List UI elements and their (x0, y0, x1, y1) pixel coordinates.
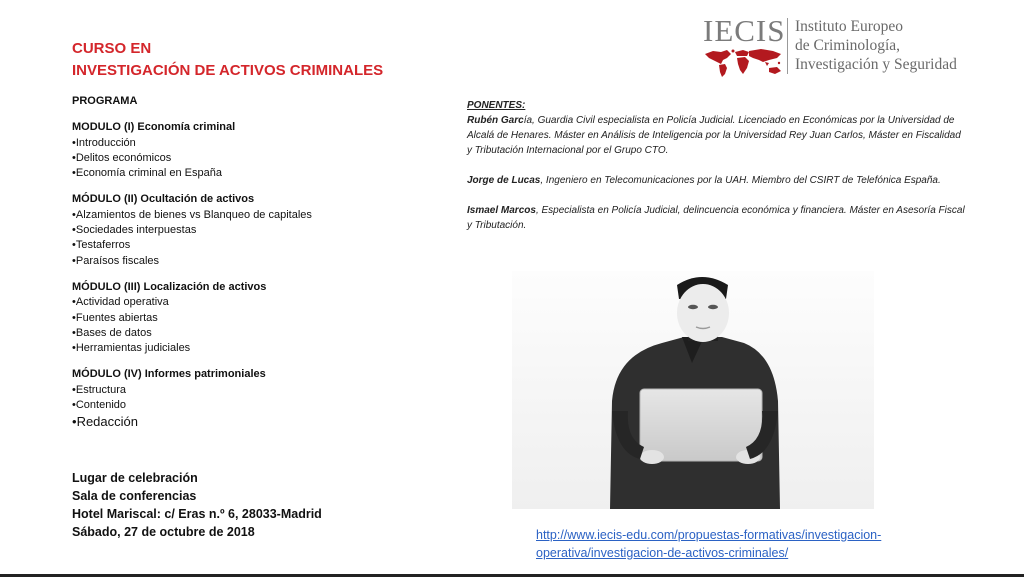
list-item: • Testaferros (72, 238, 402, 253)
list-item: • Introducción (72, 136, 402, 151)
world-map-icon (703, 48, 785, 78)
logo-name-line3: Investigación y Seguridad (795, 56, 957, 73)
venue-label: Lugar de celebración (72, 471, 198, 485)
list-item: • Estructura (72, 383, 402, 398)
logo-acronym: IECIS (703, 13, 786, 48)
list-item: • Sociedades interpuestas (72, 223, 402, 238)
speaker-desc: , Especialista en Policía Judicial, delincuencia económica y financiera. Máster en Asesoría Fiscal y Tributación. (467, 205, 965, 231)
iecis-logo (703, 14, 983, 80)
course-title (72, 38, 383, 82)
logo-name-line1: Instituto Europeo (795, 18, 904, 35)
module-2 (72, 192, 402, 268)
program-section (72, 94, 402, 430)
speaker-desc: , Ingeniero en Telecomunicaciones por la UAH. Miembro del CSIRT de Telefónica España. (540, 175, 941, 186)
course-title-line1: CURSO EN (72, 40, 152, 57)
module-3 (72, 280, 402, 356)
speaker-entry (467, 173, 967, 188)
speakers-section (467, 98, 967, 248)
course-link-line1[interactable]: http://www.iecis-edu.com/propuestas-formativas/investigacion- (536, 528, 882, 542)
module-items (72, 208, 402, 269)
list-item: • Fuentes abiertas (72, 311, 402, 326)
venue-address: Hotel Mariscal: c/ Eras n.º 6, 28033-Madrid (72, 507, 322, 521)
masked-hacker-photo (512, 271, 874, 509)
list-item: • Paraísos fiscales (72, 254, 402, 269)
masked-person-illustration (512, 271, 874, 509)
module-1 (72, 120, 402, 181)
list-item: • Economía criminal en España (72, 166, 402, 181)
module-title: MÓDULO (II) Ocultación de activos (72, 193, 255, 206)
speaker-entry (467, 203, 967, 233)
list-item: • Delitos económicos (72, 151, 402, 166)
speaker-name: Rubén Garc (467, 115, 524, 126)
list-item: • Alzamientos de bienes vs Blanqueo de capitales (72, 208, 402, 223)
program-heading: PROGRAMA (72, 95, 138, 107)
module-4 (72, 367, 402, 430)
speakers-heading: PONENTES: (467, 100, 526, 111)
course-title-line2: INVESTIGACIÓN DE ACTIVOS CRIMINALES (72, 62, 384, 79)
logo-name (795, 17, 957, 74)
list-item: • Contenido (72, 398, 402, 413)
module-items (72, 136, 402, 182)
list-item: • Actividad operativa (72, 295, 402, 310)
speaker-desc: ía, Guardia Civil especialista en Policía Judicial. Licenciado en Económicas por la Universidad de Alcalá de Henares. Máster en Análisis de Inteligencia por la Universidad Rey Juan Carlos, Máster en Fiscalidad y Tributación Internacional por el Grupo CTO. (467, 115, 961, 156)
module-title: MÓDULO (IV) Informes patrimoniales (72, 368, 266, 381)
speaker-name: Ismael Marcos (467, 205, 536, 216)
module-items (72, 383, 402, 431)
speaker-entry (467, 113, 967, 158)
course-link[interactable] (536, 526, 956, 562)
venue-info (72, 469, 322, 541)
speaker-name: Jorge de Lucas (467, 175, 541, 186)
module-items (72, 295, 402, 356)
course-link-line2[interactable]: operativa/investigacion-de-activos-criminales/ (536, 546, 789, 560)
list-item: • Bases de datos (72, 326, 402, 341)
list-item: • Redacción (72, 413, 402, 430)
module-title: MÓDULO (III) Localización de activos (72, 280, 267, 293)
venue-date: Sábado, 27 de octubre de 2018 (72, 525, 255, 539)
logo-divider (787, 18, 788, 74)
module-title: MODULO (I) Economía criminal (72, 121, 236, 134)
logo-name-line2: de Criminología, (795, 37, 901, 54)
list-item: • Herramientas judiciales (72, 341, 402, 356)
venue-room: Sala de conferencias (72, 489, 197, 503)
